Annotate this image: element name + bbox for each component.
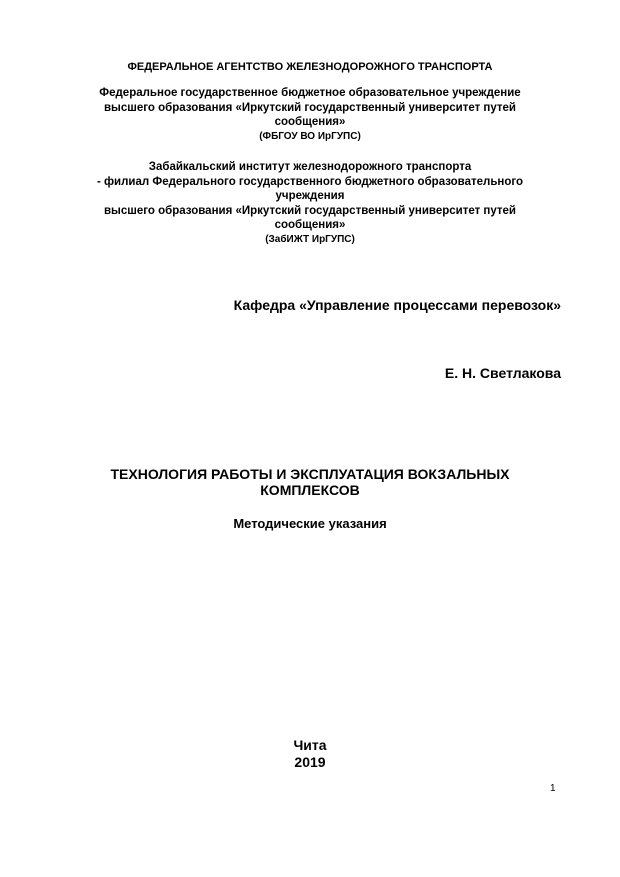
university-line: высшего образования «Иркутский государственный университет путей	[103, 101, 516, 114]
institute-line: сообщения»	[274, 219, 346, 231]
publication-year: 2019	[294, 754, 326, 770]
institute-block	[60, 160, 560, 247]
title-line: ТЕХНОЛОГИЯ РАБОТЫ И ЭКСПЛУАТАЦИЯ ВОКЗАЛЬНЫХ	[110, 466, 510, 482]
agency-header	[60, 60, 560, 74]
agency-name: ФЕДЕРАЛЬНОЕ АГЕНТСТВО ЖЕЛЕЗНОДОРОЖНОГО ТРАНСПОРТА	[127, 61, 493, 73]
institute-line: - филиал Федерального государственного бюджетного образовательного	[96, 175, 524, 188]
publication-place-year	[60, 737, 560, 771]
author-name: Е. Н. Светлакова	[444, 365, 561, 381]
university-abbreviation: (ФБГОУ ВО ИрГУПС)	[259, 130, 361, 142]
university-block	[60, 86, 560, 144]
title-line: КОМПЛЕКСОВ	[260, 482, 360, 498]
university-line: Федеральное государственное бюджетное образовательное учреждение	[99, 87, 521, 99]
department-name: Кафедра «Управление процессами перевозок»	[233, 297, 561, 313]
institute-line: Забайкальский институт железнодорожного транспорта	[148, 161, 472, 173]
city-name: Чита	[293, 737, 327, 753]
institute-line: высшего образования «Иркутский государственный университет путей	[103, 204, 516, 217]
institute-line: учреждения	[275, 190, 345, 202]
page-number: 1	[550, 783, 556, 794]
institute-abbreviation: (ЗабИЖТ ИрГУПС)	[265, 233, 355, 245]
university-line: сообщения»	[274, 116, 346, 128]
subtitle-text: Методические указания	[233, 516, 387, 531]
document-title	[60, 466, 560, 498]
document-subtitle	[60, 516, 560, 532]
